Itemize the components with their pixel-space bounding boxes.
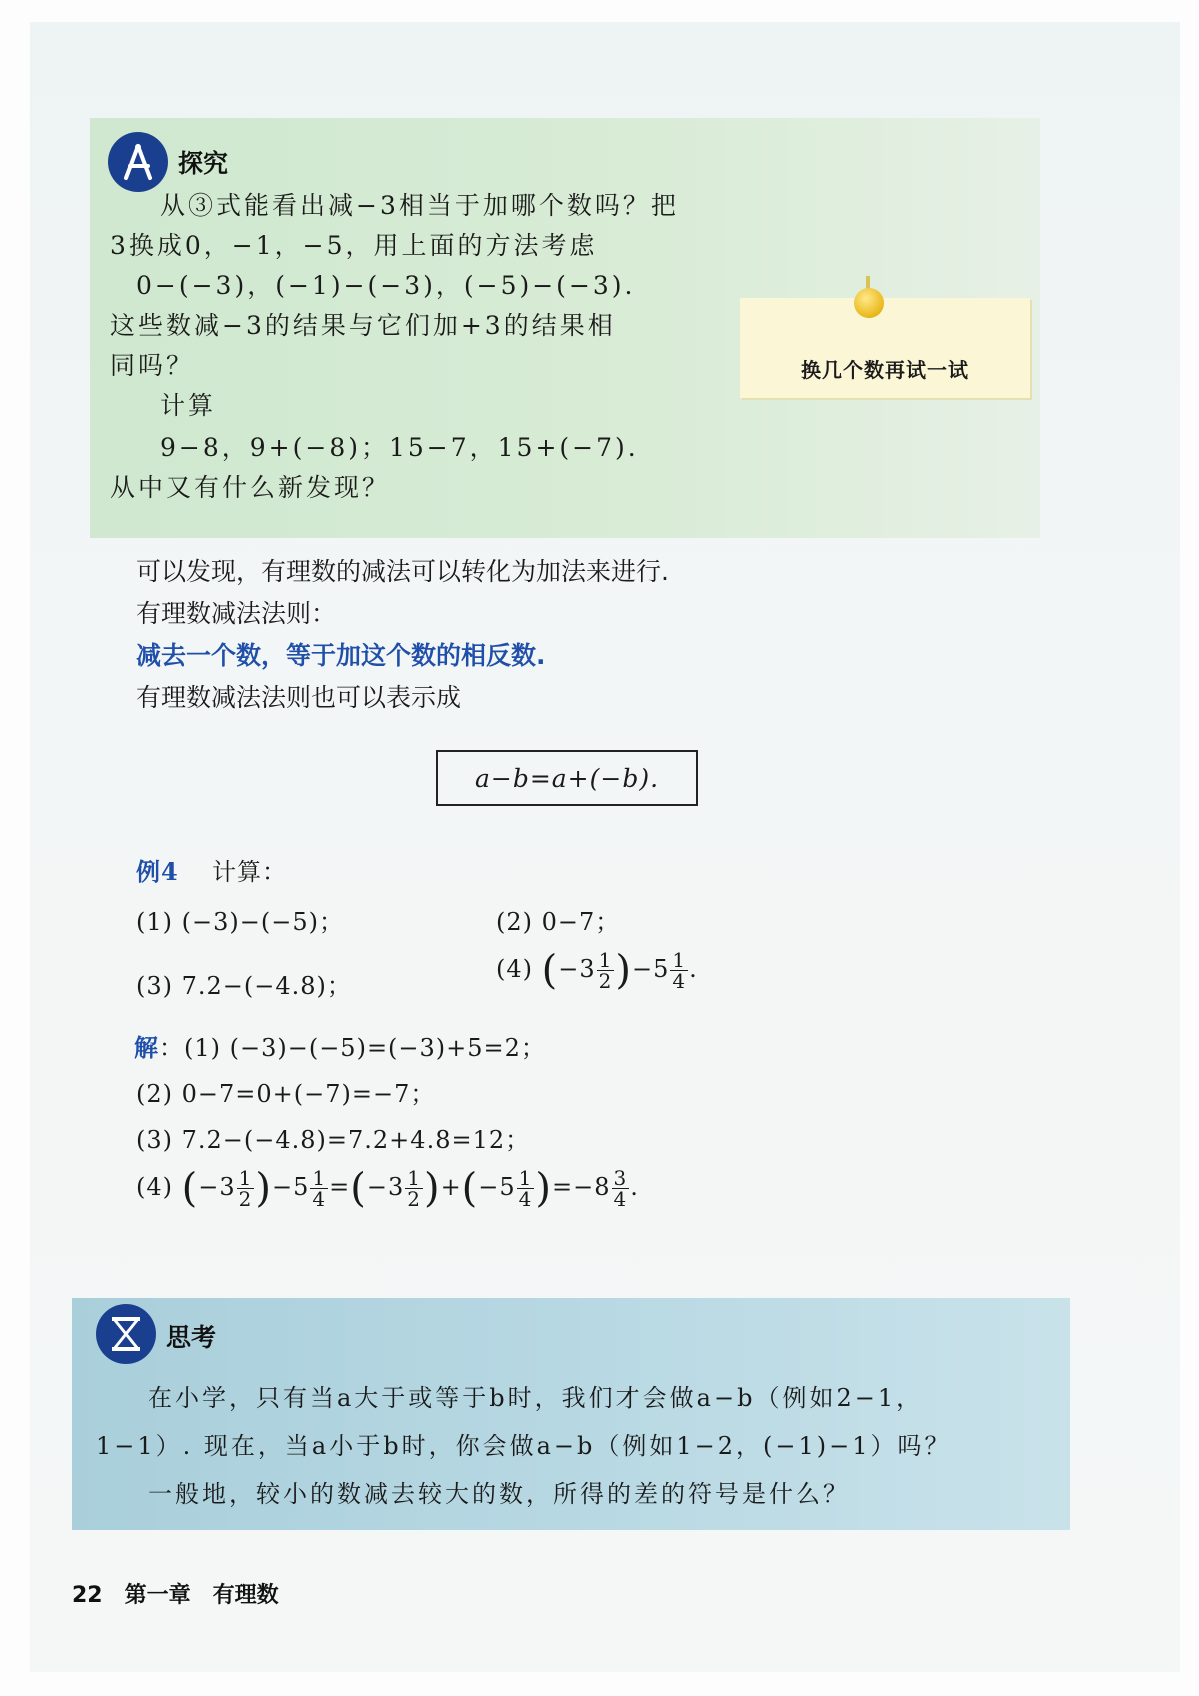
solution-3: (3) 7.2−(−4.8)=7.2+4.8=12； [136, 1126, 531, 1154]
explore-line-6: 计算 [160, 391, 217, 420]
note-text: 换几个数再试一试 [801, 358, 969, 382]
explore-line-1: 从③式能看出减−3相当于加哪个数吗？把 [160, 191, 679, 220]
s4-minus-5: −5 [271, 1173, 310, 1201]
paren-close: ) [255, 1165, 272, 1212]
paren-close: ) [423, 1165, 441, 1212]
rule-formula-box [436, 750, 698, 806]
explore-line-2: 3换成0，−1，−5，用上面的方法考虑 [110, 231, 598, 260]
solution-2: (2) 0−7=0+(−7)=−7； [136, 1080, 436, 1108]
paren-open: ( [541, 947, 559, 994]
s4-frac-a-num: 1 [238, 1166, 253, 1190]
s4-frac-a-den: 2 [238, 1187, 253, 1211]
s4-minus-5b: −5 [478, 1173, 516, 1201]
rule-heading: 有理数减法法则： [136, 599, 337, 628]
solution-label: 解 [134, 1033, 159, 1062]
example-title: 计算： [212, 858, 287, 886]
pin-icon [854, 288, 884, 318]
think-title: 思考 [166, 1323, 217, 1352]
q4-minus-whole-b: −5 [631, 955, 670, 983]
s4-frac-b-num: 1 [312, 1166, 327, 1190]
q4-prefix: (4) [496, 955, 533, 983]
paren-close: ) [615, 947, 632, 994]
s4-result-num: 3 [613, 1166, 628, 1190]
explore-line-4: 这些数减−3的结果与它们加+3的结果相 [110, 311, 616, 340]
subtraction-rule: 减去一个数，等于加这个数的相反数. [136, 641, 546, 670]
explore-line-7: 9−8，9+(−8)；15−7，15+(−7). [160, 433, 639, 462]
s4-frac-a2-den: 2 [407, 1187, 421, 1211]
solution-4 [136, 1165, 639, 1212]
think-line-2: 1−1）. 现在，当a小于b时，你会做a−b（例如1−2，(−1)−1）吗？ [96, 1432, 952, 1460]
s4-whole-a: −3 [198, 1173, 236, 1201]
solution-1: ：(1) (−3)−(−5)=(−3)+5=2； [159, 1034, 546, 1062]
explore-line-8: 从中又有什么新发现？ [110, 473, 391, 502]
paren-close: ) [535, 1165, 553, 1212]
question-3: (3) 7.2−(−4.8)； [136, 972, 352, 1000]
s4-eq: = [329, 1173, 351, 1201]
s4-prefix: (4) [136, 1173, 173, 1201]
question-1: (1) (−3)−(−5)； [136, 908, 344, 936]
discovery-text: 可以发现，有理数的减法可以转化为加法来进行. [136, 557, 669, 586]
s4-frac-a2-num: 1 [407, 1166, 421, 1190]
hourglass-icon [96, 1304, 156, 1364]
s4-frac-b2-den: 4 [518, 1187, 533, 1211]
think-line-3: 一般地，较小的数减去较大的数，所得的差的符号是什么？ [148, 1480, 850, 1508]
s4-fraction-b [310, 1168, 328, 1209]
s4-whole-a-2: −3 [366, 1173, 405, 1201]
q4-fraction-b [670, 950, 688, 991]
explore-line-5: 同吗？ [110, 351, 195, 380]
s4-fraction-a-2 [405, 1168, 423, 1209]
compass-icon [108, 132, 168, 192]
s4-result-whole: =−8 [552, 1173, 611, 1201]
sticky-note [740, 298, 1030, 398]
s4-fraction-a [237, 1168, 255, 1209]
rule-expression-intro: 有理数减法法则也可以表示成 [136, 683, 462, 712]
paren-open: ( [350, 1165, 367, 1212]
s4-end: . [630, 1173, 639, 1201]
explore-title: 探究 [178, 149, 229, 178]
q4-frac-b-num: 1 [672, 948, 687, 972]
page-footer [72, 1578, 301, 1609]
page-number: 22 [72, 1583, 103, 1608]
s4-frac-b2-num: 1 [518, 1166, 533, 1190]
s4-fraction-b-2 [517, 1168, 535, 1209]
q4-fraction-a [597, 950, 615, 991]
rule-formula: a−b=a+(−b). [474, 763, 660, 793]
s4-frac-b-den: 4 [312, 1187, 327, 1211]
q4-end: . [689, 955, 698, 983]
q4-frac-b-den: 4 [672, 969, 687, 993]
q4-whole-a: −3 [558, 955, 596, 983]
s4-result-den: 4 [613, 1187, 628, 1211]
paren-open: ( [461, 1165, 479, 1212]
chapter-topic: 有理数 [212, 1583, 279, 1608]
q4-frac-a-num: 1 [598, 948, 613, 972]
question-4 [496, 947, 698, 994]
explore-line-3: 0−(−3)，(−1)−(−3)，(−5)−(−3). [136, 271, 636, 300]
question-2: (2) 0−7； [496, 908, 621, 936]
s4-result-fraction [612, 1168, 630, 1209]
q4-frac-a-den: 2 [598, 969, 613, 993]
think-line-1: 在小学，只有当a大于或等于b时，我们才会做a−b（例如2−1， [148, 1384, 924, 1412]
solution-line-1 [134, 1028, 546, 1063]
chapter-label: 第一章 [124, 1583, 191, 1608]
s4-plus: + [440, 1173, 462, 1201]
paren-open: ( [181, 1165, 199, 1212]
example-label: 例4 [136, 857, 179, 886]
